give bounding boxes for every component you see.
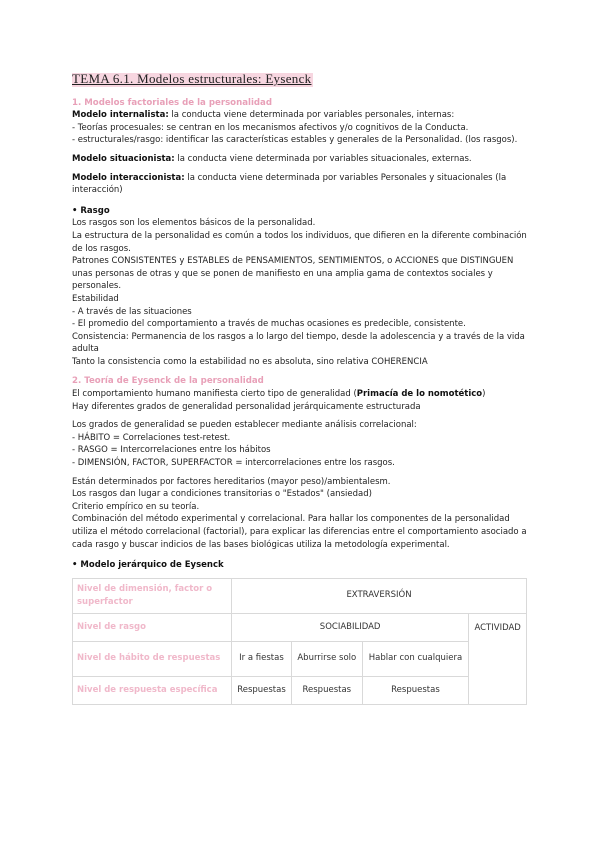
internalista-paragraph [72,109,532,122]
row-label-dimension: Nivel de dimensión, factor o superfactor [73,578,232,613]
cell-habito: Ir a fiestas [232,641,292,676]
rasgo-line: - A través de las situaciones [72,306,192,317]
rasgo-line: Los rasgos son los elementos básicos de la personalidad. [72,218,316,229]
table-row [73,641,527,676]
rasgo-line: Patrones CONSISTENTES y ESTABLES de PENSAMIENTOS, SENTIMIENTOS, o ACCIONES que DISTINGUEN unas personas de otras y que se ponen de manifiesto en una amplia gama de contextos sociales y personales. [72,256,514,292]
cell-extraversion: EXTRAVERSIÓN [232,578,527,613]
row-label-respuesta: Nivel de respuesta específica [73,676,232,704]
situacionista-text: la conducta viene determinada por variables situacionales, externas. [174,153,472,164]
modelo-heading: • Modelo jerárquico de Eysenck [72,560,224,571]
cell-sociabilidad: SOCIABILIDAD [232,613,469,641]
grados-line: - HÁBITO = Correlaciones test-retest. [72,432,231,443]
situacionista-label: Modelo situacionista: [72,153,175,164]
determinados-line: Están determinados por factores hereditarios (mayor peso)/ambientalesm. [72,476,391,487]
grados-line: - RASGO = Intercorrelaciones entre los hábitos [72,445,271,456]
cell-habito: Hablar con cualquiera [362,641,469,676]
internalista-text: la conducta viene determinada por variables personales, internas: [168,110,455,121]
rasgo-heading: • Rasgo [72,205,110,216]
determinados-line: Los rasgos dan lugar a condiciones transitorias o "Estados" (ansiedad) [72,489,372,500]
rasgo-line: Tanto la consistencia como la estabilidad no es absoluta, sino relativa COHERENCIA [72,356,428,367]
table-row [73,676,527,704]
internalista-label: Modelo internalista: [72,110,169,121]
rasgo-line: Consistencia: Permanencia de los rasgos a lo largo del tiempo, desde la adolescencia y a través de la vida adulta [72,331,525,355]
page-title: TEMA 6.1. Modelos estructurales: Eysenck [72,71,312,86]
internalista-item: - estructurales/rasgo: identificar las características estables y generales de la Personalidad. (los rasgos). [72,135,518,146]
internalista-item: - Teorías procesuales: se centran en los mecanismos afectivos y/o cognitivos de la Conducta. [72,122,469,133]
interaccionista-paragraph [72,172,532,197]
primacia-bold: Primacía de lo nomotético [356,389,483,400]
table-row [73,578,527,613]
generalidad-text: El comportamiento humano manifiesta cierto tipo de generalidad ( [72,389,357,400]
grados-line: - DIMENSIÓN, FACTOR, SUPERFACTOR = intercorrelaciones entre los rasgos. [72,458,395,469]
eysenck-hierarchy-table [72,578,527,705]
cell-respuesta: Respuestas [291,676,362,704]
row-label-habito: Nivel de hábito de respuestas [73,641,232,676]
generalidad-close: ) [482,389,486,400]
rasgo-line: - El promedio del comportamiento a través de muchas ocasiones es predecible, consistente. [72,319,466,330]
jerarquia-line: Hay diferentes grados de generalidad personalidad jerárquicamente estructurada [72,401,421,412]
document-page [72,70,532,705]
section-2-heading: 2. Teoría de Eysenck de la personalidad [72,376,264,387]
determinados-line: Combinación del método experimental y correlacional. Para hallar los componentes de la personalidad utiliza el método correlacional (factorial), para explicar las diferencias entre el comportamiento asociado a cada rasgo y buscar indicios de las bases biológicas utiliza la metodología experimental. [72,514,527,550]
cell-respuesta: Respuestas [362,676,469,704]
determinados-line: Criterio empírico en su teoría. [72,501,200,512]
table-row [73,613,527,641]
grados-line: Los grados de generalidad se pueden establecer mediante análisis correlacional: [72,420,417,431]
cell-actividad: ACTIVIDAD [469,613,527,704]
row-label-rasgo: Nivel de rasgo [73,613,232,641]
cell-respuesta: Respuestas [232,676,292,704]
rasgo-line: La estructura de la personalidad es común a todos los individuos, que difieren en la diferente combinación de los rasgos. [72,230,527,254]
section-1-heading: 1. Modelos factoriales de la personalidad [72,97,272,108]
situacionista-paragraph [72,153,532,166]
cell-habito: Aburrirse solo [291,641,362,676]
interaccionista-text: la conducta viene determinada por variables Personales y situacionales (la interacción) [72,172,507,196]
rasgo-line: Estabilidad [72,293,119,304]
generalidad-paragraph [72,388,532,401]
interaccionista-label: Modelo interaccionista: [72,172,185,183]
